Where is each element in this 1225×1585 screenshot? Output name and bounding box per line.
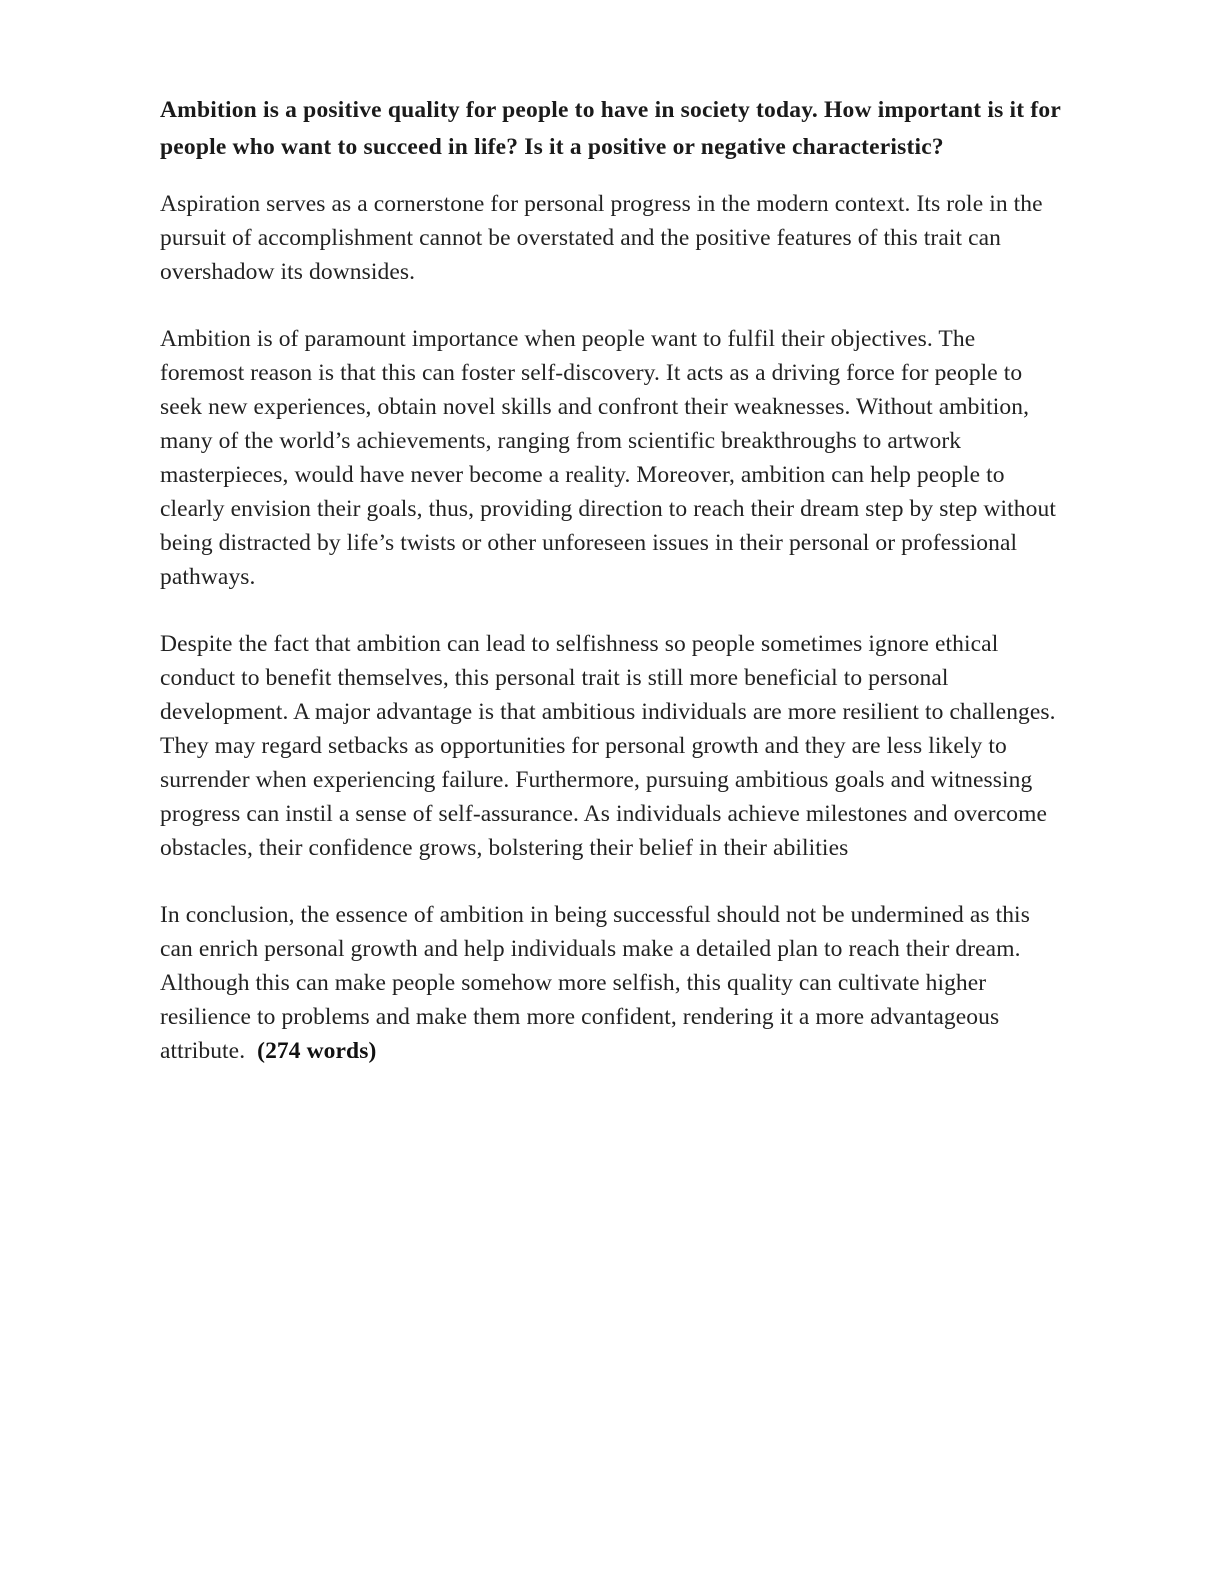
conclusion-text: In conclusion, the essence of ambition in being successful should not be undermined as this can enrich personal growth and help individuals make a detailed plan to reach their dream. Although this can make people somehow more selfish, this quality can cultivate higher resilience to problems and make them more confident, rendering it a more advantageous attribute. <box>160 902 1030 1064</box>
essay-body-paragraph-2: Despite the fact that ambition can lead to selfishness so people sometimes ignore ethical conduct to benefit themselves, this personal trait is still more beneficial to personal development. A major advantage is that ambitious individuals are more resilient to challenges. They may regard setbacks as opportunities for personal growth and they are less likely to surrender when experiencing failure. Furthermore, pursuing ambitious goals and witnessing progress can instil a sense of self-assurance. As individuals achieve milestones and overcome obstacles, their confidence grows, bolstering their belief in their abilities <box>160 631 1056 861</box>
essay-page <box>160 92 1065 1101</box>
essay-introduction: Aspiration serves as a cornerstone for personal progress in the modern context. Its role in the pursuit of accomplishment cannot be overstated and the positive features of this trait can overshadow its downsides. <box>160 191 1043 285</box>
essay-prompt: Ambition is a positive quality for people to have in society today. How important is it for people who want to succeed in life? Is it a positive or negative characteristic? <box>160 97 1061 160</box>
essay-body-paragraph-1: Ambition is of paramount importance when people want to fulfil their objectives. The foremost reason is that this can foster self-discovery. It acts as a driving force for people to seek new experiences, obtain novel skills and confront their weaknesses. Without ambition, many of the world’s achievements, ranging from scientific breakthroughs to artwork masterpieces, would have never become a reality. Moreover, ambition can help people to clearly envision their goals, thus, providing direction to reach their dream step by step without being distracted by life’s twists or other unforeseen issues in their personal or professional pathways. <box>160 326 1056 590</box>
word-count: (274 words) <box>257 1038 377 1064</box>
essay-conclusion <box>160 898 1065 1068</box>
